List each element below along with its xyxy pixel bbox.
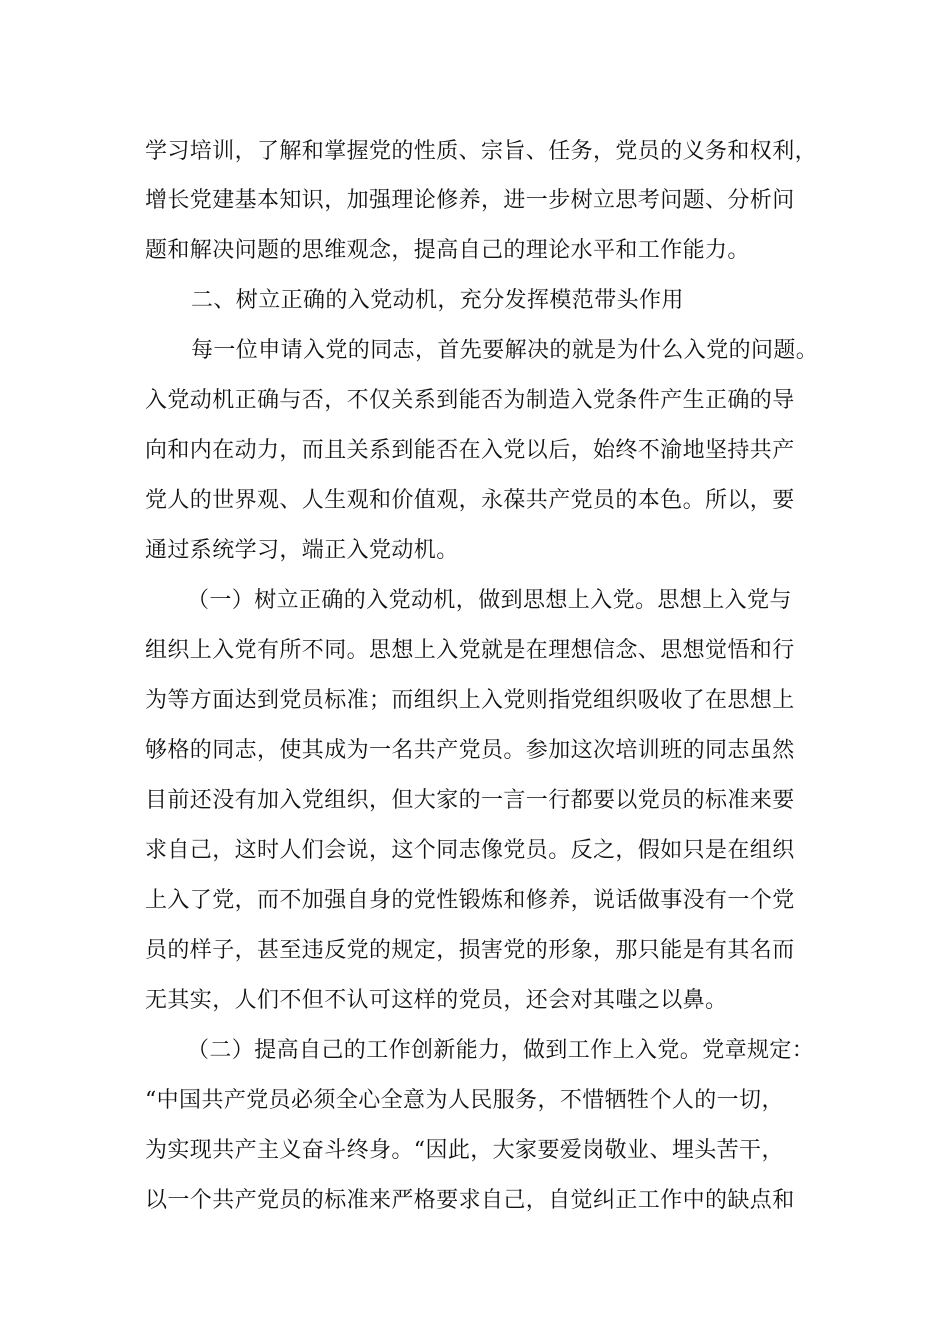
paragraph-line: 每一位申请入党的同志，首先要解决的就是为什么入党的问题。 [191,338,819,363]
paragraph-line: 向和内在动力，而且关系到能否在入党以后，始终不渝地坚持共产 [145,438,795,463]
paragraph-line: 员的样子，甚至违反党的规定，损害党的形象，那只能是有其名而 [145,938,795,963]
paragraph-line: 目前还没有加入党组织，但大家的一言一行都要以党员的标准来要 [145,788,795,813]
paragraph-line: 入党动机正确与否，不仅关系到能否为制造入党条件产生正确的导 [145,388,795,413]
paragraph-line: 为实现共产主义奋斗终身。“因此，大家要爱岗敬业、埋头苦干， [145,1138,784,1163]
paragraph-line: （一）树立正确的入党动机，做到思想上入党。思想上入党与 [187,588,792,613]
paragraph-line: 够格的同志，使其成为一名共产党员。参加这次培训班的同志虽然 [145,738,795,763]
paragraph-line: 增长党建基本知识，加强理论修养，进一步树立思考问题、分析问 [145,188,795,213]
paragraph-line: 党人的世界观、人生观和价值观，永葆共产党员的本色。所以，要 [145,488,795,513]
paragraph-line: “中国共产党员必须全心全意为人民服务，不惜牺牲个人的一切， [145,1088,784,1113]
paragraph-line: 无其实，人们不但不认可这样的党员，还会对其嗤之以鼻。 [145,988,728,1013]
paragraph-line: 为等方面达到党员标准；而组织上入党则指党组织吸收了在思想上 [145,688,795,713]
paragraph-line: 以一个共产党员的标准来严格要求自己，自觉纠正工作中的缺点和 [145,1188,795,1213]
paragraph-line: （二）提高自己的工作创新能力，做到工作上入党。党章规定： [187,1038,815,1063]
paragraph-line: 求自己，这时人们会说，这个同志像党员。反之，假如只是在组织 [145,838,795,863]
paragraph-line: 学习培训，了解和掌握党的性质、宗旨、任务，党员的义务和权利， [145,139,818,164]
paragraph-line: 通过系统学习，端正入党动机。 [145,538,459,563]
paragraph-line: 上入了党，而不加强自身的党性锻炼和修养，说话做事没有一个党 [145,888,795,913]
paragraph-line: 题和解决问题的思维观念，提高自己的理论水平和工作能力。 [145,238,750,263]
section-heading: 二、树立正确的入党动机，充分发挥模范带头作用 [191,288,684,313]
paragraph-line: 组织上入党有所不同。思想上入党就是在理想信念、思想觉悟和行 [145,638,795,663]
